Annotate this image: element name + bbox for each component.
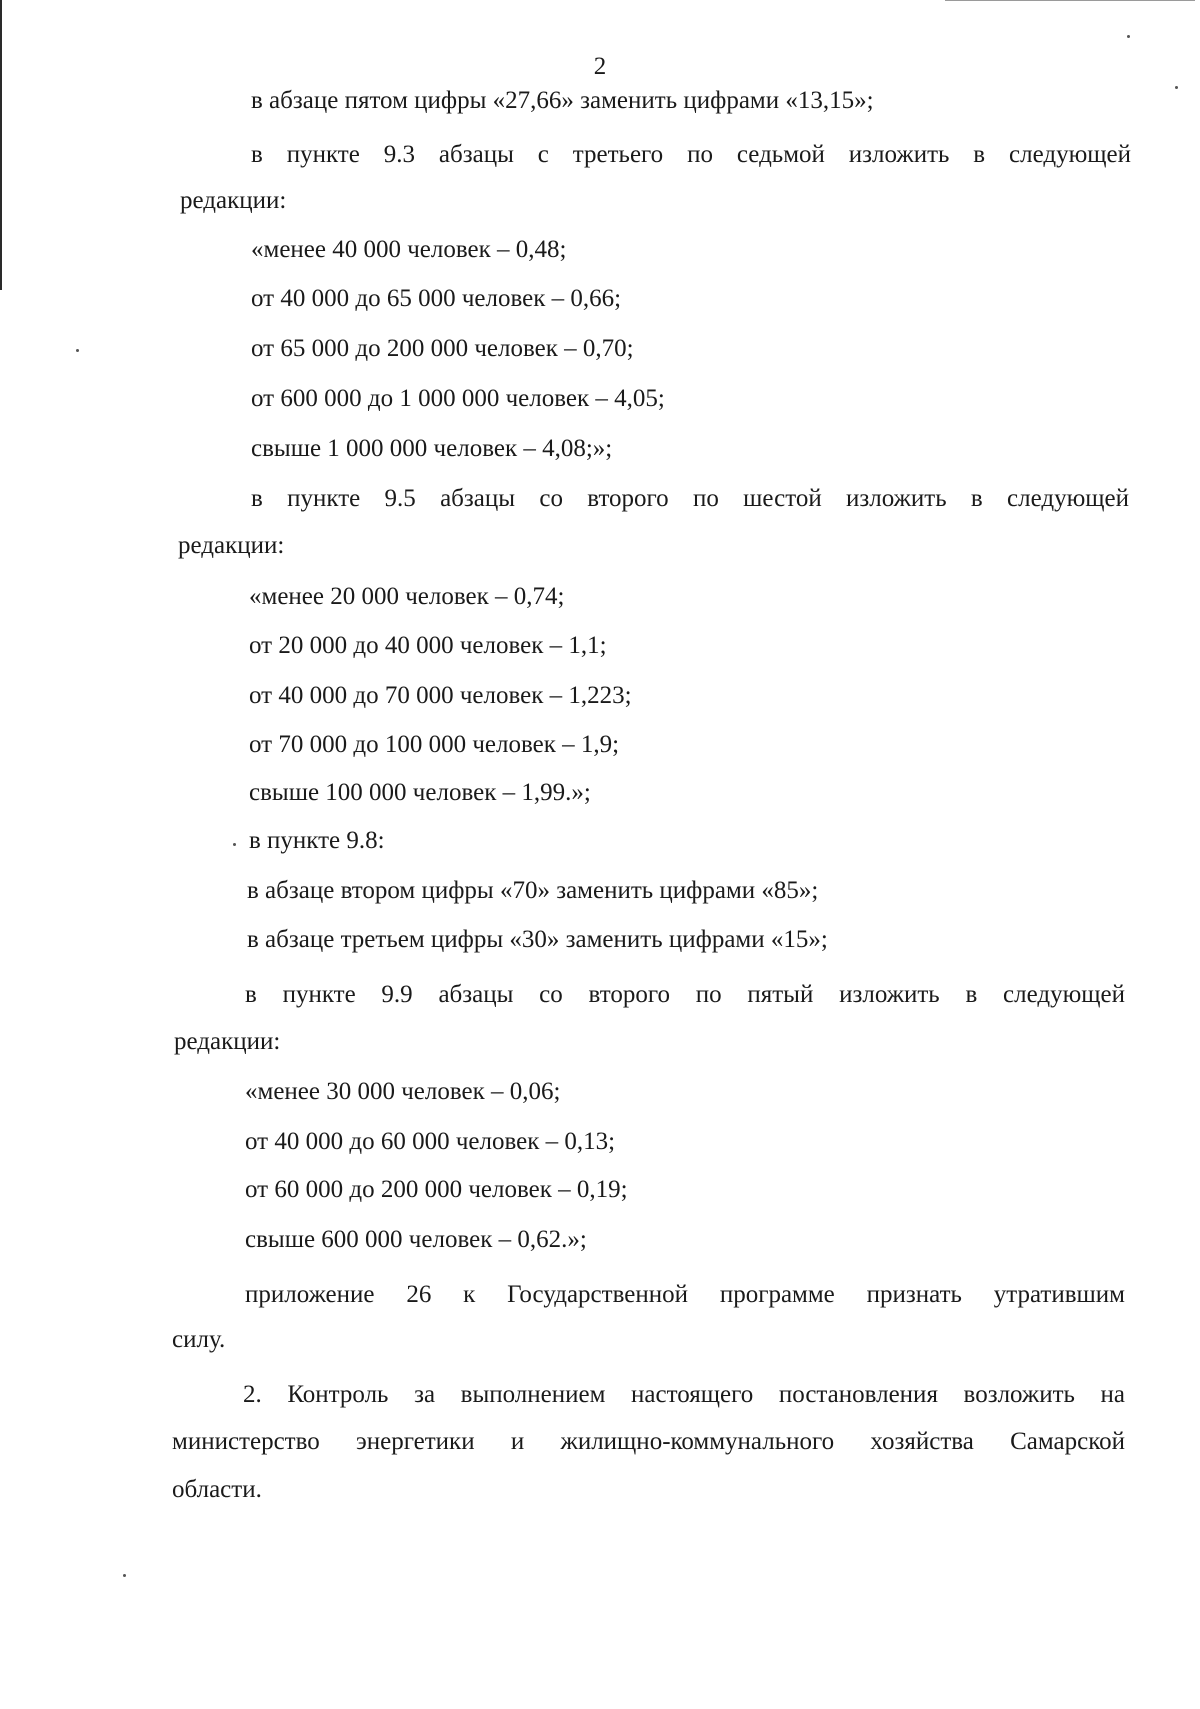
text-line-19: в пункте 9.9 абзацы со второго по пятый изложить в следующей — [245, 981, 1125, 1008]
text-line-14: от 70 000 до 100 000 человек – 1,9; — [249, 731, 620, 758]
scan-speck — [123, 1574, 126, 1577]
scan-speck — [1175, 86, 1178, 89]
text-line-16: в пункте 9.8: — [249, 827, 385, 854]
text-line-18: в абзаце третьем цифры «30» заменить цифрами «15»; — [247, 926, 828, 953]
text-line-6: от 65 000 до 200 000 человек – 0,70; — [251, 335, 634, 362]
scan-speck — [233, 843, 236, 846]
text-line-10: редакции: — [178, 532, 285, 559]
scan-speck — [1127, 35, 1130, 38]
text-line-24: свыше 600 000 человек – 0,62.»; — [245, 1226, 587, 1253]
text-line-23: от 60 000 до 200 000 человек – 0,19; — [245, 1176, 628, 1203]
text-line-13: от 40 000 до 70 000 человек – 1,223; — [249, 682, 632, 709]
text-line-21: «менее 30 000 человек – 0,06; — [245, 1078, 561, 1105]
text-line-11: «менее 20 000 человек – 0,74; — [249, 583, 565, 610]
scan-top-rule — [945, 0, 1195, 1]
text-line-12: от 20 000 до 40 000 человек – 1,1; — [249, 632, 607, 659]
text-line-15: свыше 100 000 человек – 1,99.»; — [249, 779, 591, 806]
text-line-3: редакции: — [180, 187, 287, 214]
text-line-2: в пункте 9.3 абзацы с третьего по седьмой изложить в следующей — [251, 141, 1131, 168]
text-line-8: свыше 1 000 000 человек – 4,08;»; — [251, 435, 613, 462]
text-line-7: от 600 000 до 1 000 000 человек – 4,05; — [251, 385, 665, 412]
text-line-5: от 40 000 до 65 000 человек – 0,66; — [251, 285, 622, 312]
text-line-27: 2. Контроль за выполнением настоящего постановления возложить на — [243, 1381, 1125, 1408]
text-line-4: «менее 40 000 человек – 0,48; — [251, 236, 567, 263]
text-line-26: силу. — [172, 1326, 226, 1353]
scan-speck — [76, 349, 79, 352]
page-number: 2 — [593, 53, 607, 80]
text-line-20: редакции: — [174, 1028, 281, 1055]
text-line-17: в абзаце втором цифры «70» заменить цифрами «85»; — [247, 877, 819, 904]
text-line-22: от 40 000 до 60 000 человек – 0,13; — [245, 1128, 616, 1155]
text-line-28: министерство энергетики и жилищно-коммунального хозяйства Самарской — [172, 1428, 1125, 1455]
text-line-25: приложение 26 к Государственной программе признать утратившим — [245, 1281, 1125, 1308]
scan-edge-mark — [0, 0, 2, 290]
text-line-29: области. — [172, 1476, 262, 1503]
text-line-1: в абзаце пятом цифры «27,66» заменить цифрами «13,15»; — [251, 87, 874, 114]
text-line-9: в пункте 9.5 абзацы со второго по шестой изложить в следующей — [251, 485, 1129, 512]
